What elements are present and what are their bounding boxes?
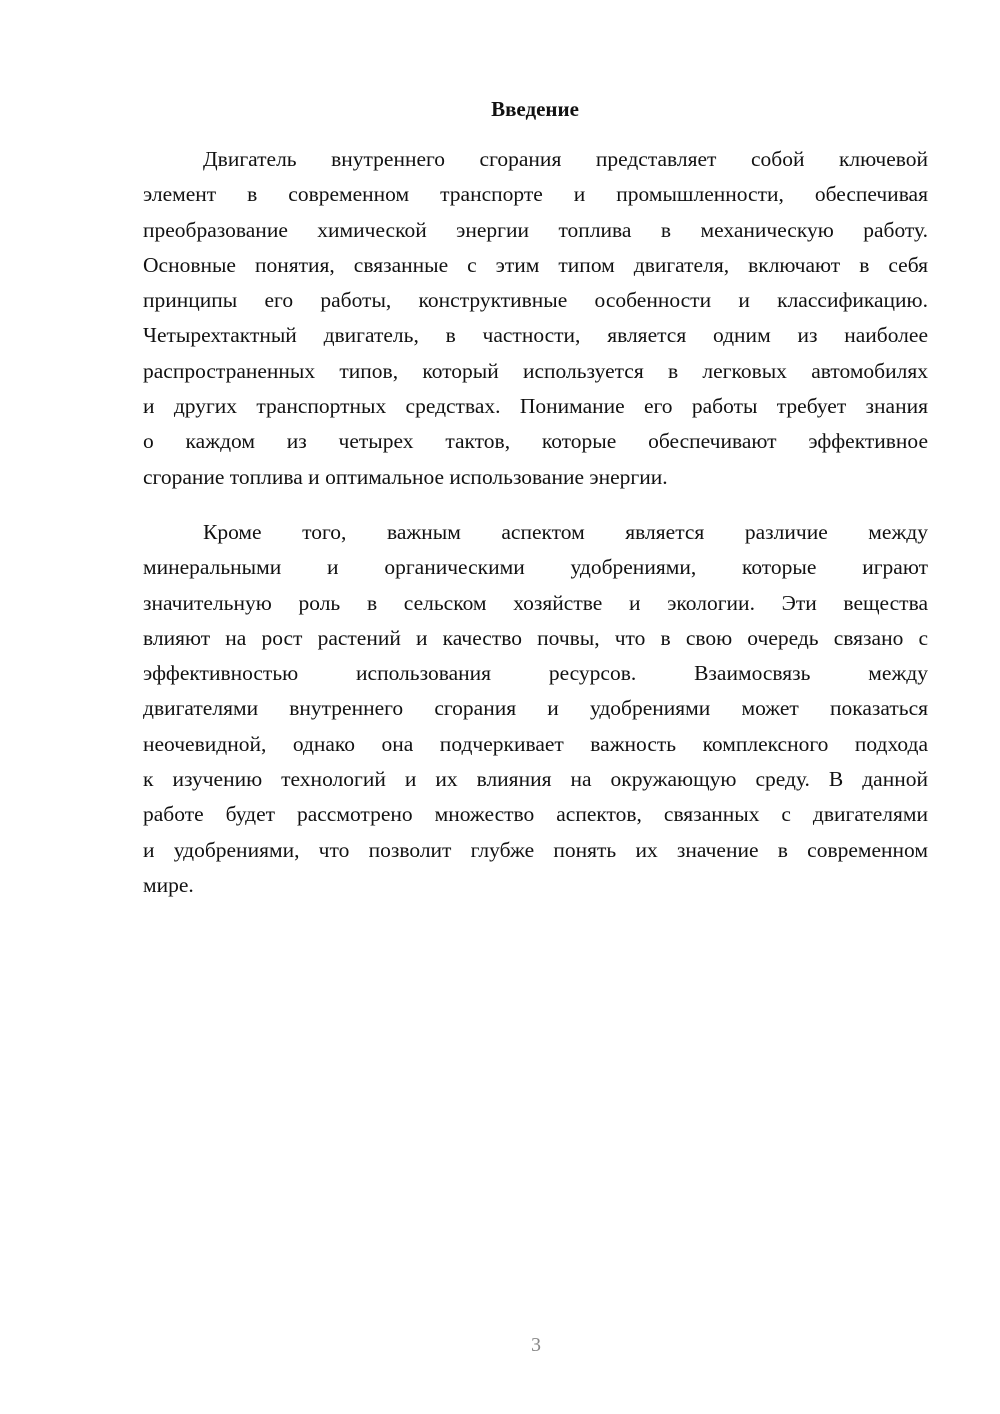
text-line: к изучению технологий и их влияния на окружающую среду. В данной <box>143 767 928 792</box>
text-line: мире. <box>143 872 194 897</box>
text-line: распространенных типов, который используется в легковых автомобилях <box>143 358 928 383</box>
text-line: принципы его работы, конструктивные особенности и классификацию. <box>143 288 928 313</box>
text-line: и других транспортных средствах. Понимание его работы требует знания <box>143 394 928 419</box>
text-line: Четырехтактный двигатель, в частности, является одним из наиболее <box>143 323 928 348</box>
text-line: о каждом из четырех тактов, которые обеспечивают эффективное <box>143 429 928 454</box>
text-line: элемент в современном транспорте и промышленности, обеспечивая <box>143 182 928 207</box>
text-line: двигателями внутреннего сгорания и удобрениями может показаться <box>143 696 928 721</box>
text-line: значительную роль в сельском хозяйстве и экологии. Эти вещества <box>143 590 928 615</box>
paragraph-1 <box>143 142 928 495</box>
text-line: неочевидной, однако она подчеркивает важность комплексного подхода <box>143 731 928 756</box>
text-line: Кроме того, важным аспектом является различие между <box>203 520 928 544</box>
text-line: сгорание топлива и оптимальное использование энергии. <box>143 464 668 489</box>
paragraph-2 <box>143 515 928 903</box>
text-line: и удобрениями, что позволит глубже понять их значение в современном <box>143 837 928 862</box>
section-title: Введение <box>491 97 579 121</box>
page-number: 3 <box>531 1334 541 1356</box>
text-line: работе будет рассмотрено множество аспектов, связанных с двигателями <box>143 802 928 827</box>
text-line: Двигатель внутреннего сгорания представляет собой ключевой <box>203 147 928 171</box>
text-line: влияют на рост растений и качество почвы, что в свою очередь связано с <box>143 625 928 650</box>
text-line: преобразование химической энергии топлива в механическую работу. <box>143 217 928 242</box>
text-line: эффективностью использования ресурсов. Взаимосвязь между <box>143 661 928 686</box>
text-line: минеральными и органическими удобрениями, которые играют <box>143 555 928 580</box>
text-line: Основные понятия, связанные с этим типом двигателя, включают в себя <box>143 252 928 277</box>
